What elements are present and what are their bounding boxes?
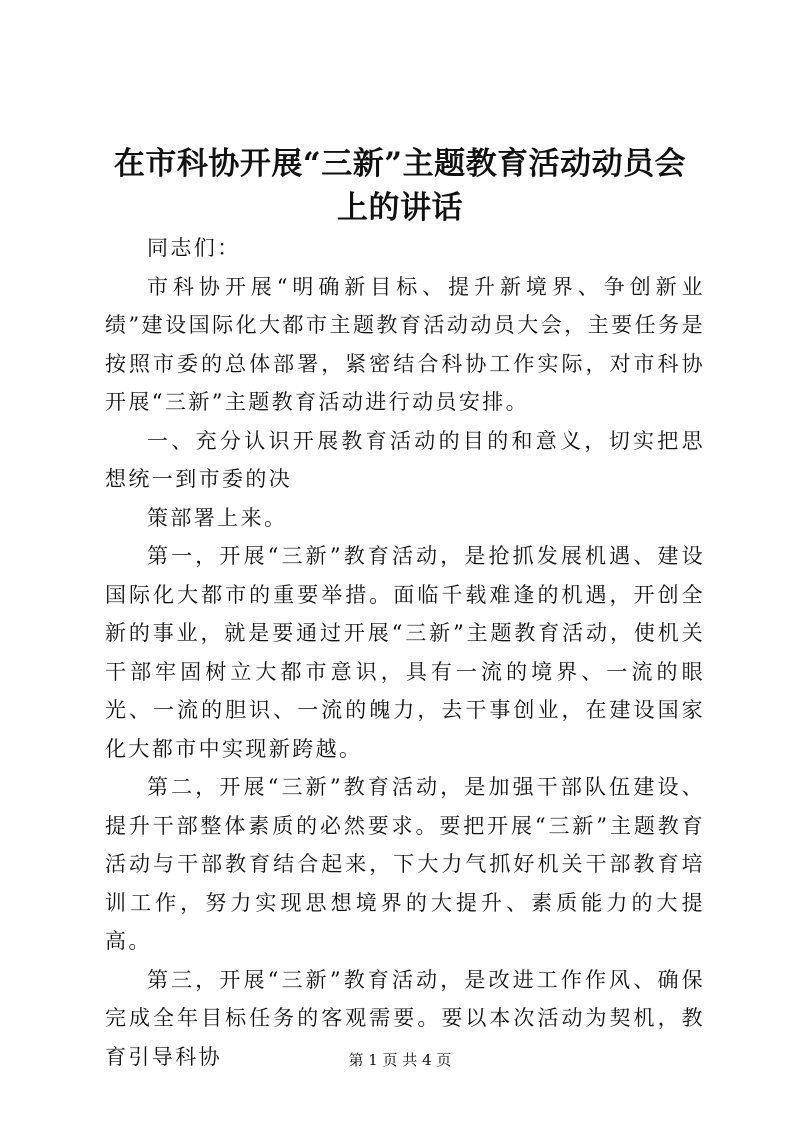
salutation-paragraph: 同志们： [147, 236, 241, 260]
point-one-paragraph: 第一，开展“三新”教育活动，是抢抓发展机遇、建设国际化大都市的重要举措。面临千载难逢的机遇，开创全新的事业，就是要通过开展“三新”主题教育活动，使机关干部牢固树立大都市意识，具有一流的境界、一流的眼光、一流的胆识、一流的魄力，去干事创业，在建设国家化大都市中实现新跨越。 [105, 544, 705, 761]
point-three-paragraph: 第三，开展“三新”教育活动，是改进工作作风、确保完成全年目标任务的客观需要。要以本次活动为契机，教育引导科协 [105, 967, 705, 1069]
intro-paragraph: 市科协开展“明确新目标、提升新境界、争创新业绩”建设国际化大都市主题教育活动动员大会，主要任务是按照市委的总体部署，紧密结合科协工作实际，对市科协开展“三新”主题教育活动进行动员安排。 [105, 274, 705, 414]
document-body [105, 229, 705, 1076]
section-heading-paragraph: 一、充分认识开展教育活动的目的和意义，切实把思想统一到市委的决 [105, 428, 705, 491]
section-heading-continuation: 策部署上来。 [147, 505, 288, 530]
document-title: 在市科协开展“三新”主题教育活动动员会上的讲话 [113, 146, 687, 226]
point-two-paragraph: 第二，开展“三新”教育活动，是加强干部队伍建设、提升干部整体素质的必然要求。要把开展“三新”主题教育活动与干部教育结合起来，下大力气抓好机关干部教育培训工作，努力实现思想境界的大提升、素质能力的大提高。 [105, 775, 705, 953]
page-footer: 第 1 页 共 4 页 [348, 1051, 452, 1069]
